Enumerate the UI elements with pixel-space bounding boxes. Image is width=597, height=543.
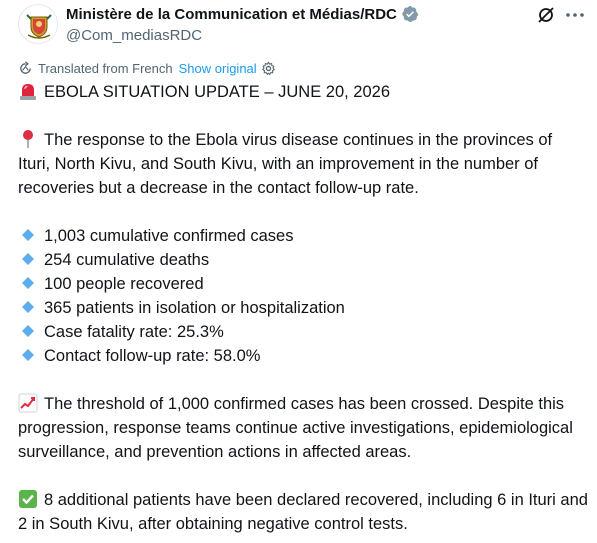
- list-item: [18, 224, 588, 248]
- chart-increasing-icon: [18, 393, 38, 413]
- small-blue-diamond-icon: [18, 321, 38, 341]
- recovered-line: [18, 488, 588, 536]
- post-body: [18, 80, 588, 536]
- check-mark-button-icon: [18, 489, 38, 509]
- grok-icon[interactable]: [536, 5, 556, 25]
- post-header: [18, 4, 588, 44]
- coat-of-arms-icon: [19, 5, 58, 44]
- headline: EBOLA SITUATION UPDATE – JUNE 20, 2026: [44, 83, 391, 101]
- stat-text: 254 cumulative deaths: [44, 251, 210, 269]
- show-original-link[interactable]: Show original: [178, 60, 257, 76]
- list-item: [18, 320, 588, 344]
- small-blue-diamond-icon: [18, 273, 38, 293]
- stat-text: Contact follow-up rate: 58.0%: [44, 347, 261, 365]
- siren-emoji-icon: [18, 81, 38, 101]
- stat-text: 100 people recovered: [44, 275, 204, 293]
- small-blue-diamond-icon: [18, 345, 38, 365]
- translation-bar: [18, 58, 276, 78]
- stats-list: [18, 224, 588, 368]
- stat-text: Case fatality rate: 25.3%: [44, 323, 224, 341]
- verified-badge-icon[interactable]: [401, 5, 419, 23]
- more-icon[interactable]: [563, 5, 587, 25]
- avatar[interactable]: [18, 4, 58, 44]
- round-pushpin-icon: [18, 129, 38, 149]
- intro-text: The response to the Ebola virus disease continues in the provinces of Ituri, North Kivu, and South Kivu, with an improvement in the number of recoveries but a decrease in the contact follow-up rate.: [18, 131, 553, 197]
- list-item: [18, 248, 588, 272]
- small-blue-diamond-icon: [18, 249, 38, 269]
- headline-line: [18, 80, 588, 104]
- list-item: [18, 344, 588, 368]
- stat-text: 1,003 cumulative confirmed cases: [44, 227, 294, 245]
- display-name[interactable]: Ministère de la Communication et Médias/RDC: [66, 5, 397, 23]
- recovered-text: 8 additional patients have been declared recovered, including 6 in Ituri and 2 in South Kivu, after obtaining negative control tests.: [18, 491, 588, 533]
- intro-line: [18, 128, 588, 200]
- small-blue-diamond-icon: [18, 225, 38, 245]
- threshold-text: The threshold of 1,000 confirmed cases has been crossed. Despite this progression, response teams continue active investigations, epidemiological surveillance, and prevention actions in affected areas.: [18, 395, 573, 461]
- translate-icon: [18, 61, 33, 76]
- threshold-line: [18, 392, 588, 464]
- list-item: [18, 272, 588, 296]
- stat-text: 365 patients in isolation or hospitalization: [44, 299, 345, 317]
- translated-label: Translated from French: [38, 60, 173, 76]
- handle[interactable]: @Com_mediasRDC: [66, 27, 203, 44]
- small-blue-diamond-icon: [18, 297, 38, 317]
- gear-icon[interactable]: [261, 61, 276, 76]
- list-item: [18, 296, 588, 320]
